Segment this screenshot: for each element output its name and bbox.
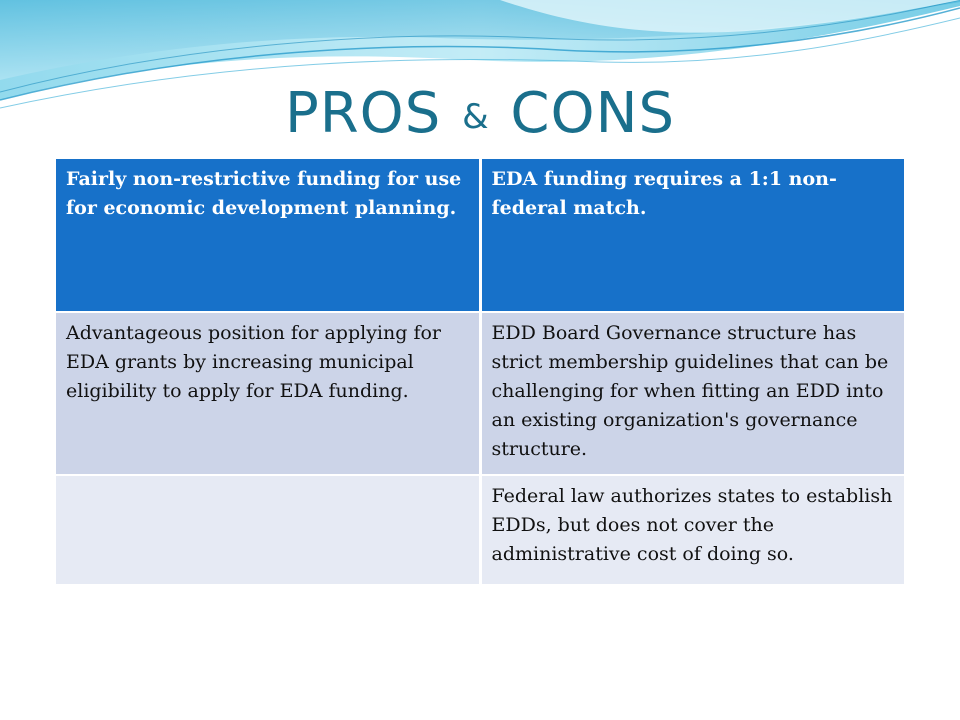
cons-cell: EDD Board Governance structure has strict membership guidelines that can be challenging for when fitting an EDD into an existing organization's governance structure. [480, 312, 904, 475]
pros-cell: Advantageous position for applying for EDA grants by increasing municipal eligibility to apply for EDA funding. [56, 312, 480, 475]
pros-header-cell: Fairly non-restrictive funding for use for economic development planning. [56, 159, 480, 312]
pros-cell [56, 475, 480, 585]
table-row [56, 475, 904, 585]
cons-cell: Federal law authorizes states to establish EDDs, but does not cover the administrative cost of doing so. [480, 475, 904, 585]
cons-header-cell: EDA funding requires a 1:1 non-federal match. [480, 159, 904, 312]
slide-title [0, 78, 960, 153]
table-header-row [56, 159, 904, 312]
title-pros: PROS [284, 81, 442, 146]
title-cons: CONS [510, 81, 676, 146]
pros-cons-table [56, 159, 904, 586]
table-row [56, 312, 904, 475]
title-ampersand: & [462, 97, 490, 137]
